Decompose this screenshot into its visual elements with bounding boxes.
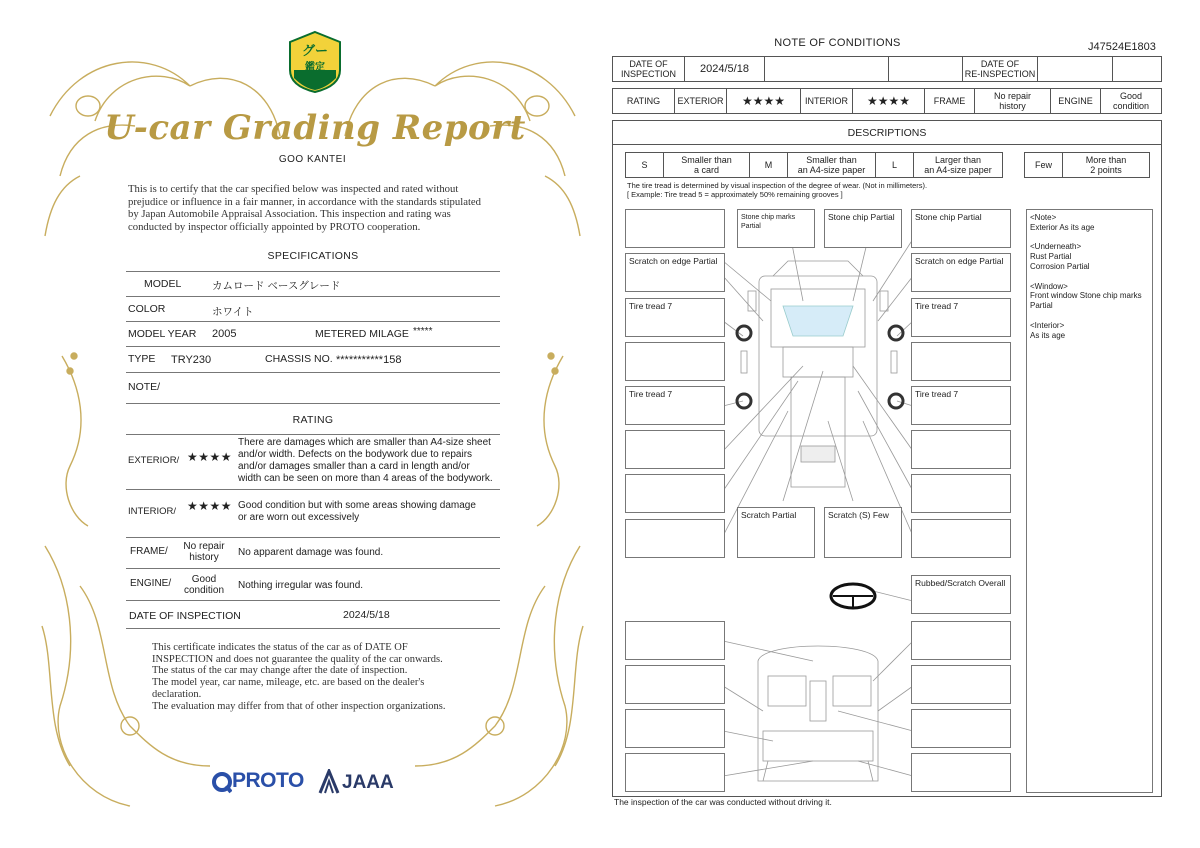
exterior-description [238,437,503,485]
value-line: history [999,101,1026,111]
exterior-label: EXTERIOR/ [128,455,180,466]
part-box [625,665,725,704]
note-line: Partial [1030,301,1053,311]
note-line: <Window> [1030,281,1068,291]
document-id: J47524E1803 [1088,41,1156,53]
badge-sub: 鑑定 [305,62,325,73]
note-line: <Interior> [1030,320,1065,330]
conditions-footer: The inspection of the car was conducted without driving it. [614,797,832,807]
empty-cell [889,57,963,81]
part-box-label: Tire tread 7 [915,301,959,311]
divider [126,296,500,297]
value-line: history [189,552,219,563]
exterior-stars: ★★★★ [187,450,233,464]
certify-statement [128,183,518,234]
certify-line: conducted by inspector officially appointed by PROTO cooperation. [128,221,421,234]
note-line: As its age [1030,330,1066,340]
disclaimer-line: The evaluation may differ from that of other inspection organizations. [152,700,446,712]
part-box-edge-left [625,253,725,292]
part-box [625,621,725,660]
part-box [911,665,1011,704]
engine-value [1101,89,1161,113]
certify-line: by Japan Automobile Appraisal Association. This inspection and rating was [128,208,451,221]
value-line: Good [191,574,217,585]
label-line: DATE OF [629,59,668,69]
model-year-label: MODEL YEAR [128,328,197,340]
type-value: TRY230 [171,354,212,366]
certify-line: This is to certify that the car specified below was inspected and rated without [128,183,459,195]
interior-description [238,500,503,524]
value-line: Good [1119,91,1143,101]
interior-stars: ★★★★ [187,499,233,513]
interior-label: INTERIOR/ [128,506,177,517]
jaaa-logo-text: JAAA [342,772,394,793]
certify-line: prejudice or influence in a fair manner, in accordance with the standards stipulated [128,195,482,208]
empty-cell [1113,57,1161,81]
engine-value [176,574,232,596]
value-line: No repair [993,91,1031,101]
part-box [625,209,725,248]
legend-few: Few [1025,153,1063,177]
disclaimer-line: The status of the car may change after the date of inspection. [152,665,408,677]
part-box-label: Stone chip Partial [828,212,895,222]
part-box-label: Tire tread 7 [629,389,673,399]
rating-label: RATING [613,89,675,113]
divider [126,600,500,601]
part-box-tire-fl [625,298,725,337]
jaaa-logo-icon [318,769,340,795]
desc-line: and/or width. Defects on the bodywork due to repairs [238,449,473,460]
part-box [625,753,725,792]
condition-notes [1026,209,1153,793]
note-line: Rust Partial [1030,252,1072,262]
note-spacer [1030,311,1149,321]
date-of-inspection-label [613,57,685,81]
tread-note-line: [ Example: Tire tread 5 = approximately 50% remaining grooves ] [627,190,843,199]
disclaimer-line: This certificate indicates the status of the car as of DATE OF [152,642,408,653]
part-box-scratch-partial [737,507,815,558]
note-label: NOTE/ [128,381,161,393]
model-value: カムロード ベースグレード [212,280,341,292]
specifications-heading: SPECIFICATIONS [267,250,359,262]
descriptions-panel [612,120,1162,797]
divider [126,434,500,435]
part-box [911,709,1011,748]
divider [126,489,500,490]
part-box-tire-rl [625,386,725,425]
part-box-label: Scratch on edge Partial [915,256,1004,266]
exterior-label: EXTERIOR [675,89,727,113]
desc-line: width can be seen on more than 4 areas of the bodywork. [238,473,493,484]
report-subtitle: GOO KANTEI [278,154,347,165]
part-box [911,474,1011,513]
desc-line: or are worn out excessively [238,512,360,523]
inspection-date-row [612,56,1162,82]
label-line: RE-INSPECTION [964,69,1036,79]
engine-label: ENGINE/ [130,578,172,589]
part-box-scratch-few [824,507,902,558]
part-box-top-mid [824,209,902,248]
part-box-edge-right [911,253,1011,292]
chassis-value: ***********158 [336,354,402,366]
frame-label: FRAME/ [130,546,168,557]
desc-line: Good condition but with some areas showing damage [238,500,476,511]
desc-line: and/or damages smaller than a card in length and/or [238,461,470,472]
color-label: COLOR [128,303,166,315]
note-line: Exterior As its age [1030,222,1095,232]
label-line: DATE OF [980,59,1020,69]
note-line: Front window Stone chip marks [1030,291,1142,301]
part-box [911,430,1011,469]
note-of-conditions [610,30,1170,820]
part-box [911,519,1011,558]
model-label: MODEL [144,278,182,290]
label-line: INSPECTION [620,69,676,79]
part-box [911,342,1011,381]
proto-logo-icon [212,772,232,794]
exterior-stars: ★★★★ [727,89,801,113]
part-box-tire-rr [911,386,1011,425]
divider [126,346,500,347]
color-value: ホワイト [212,306,254,318]
report-title: U-car Grading Report [104,108,526,148]
note-line: <Note> [1030,213,1057,222]
divider [126,321,500,322]
part-box-rubbed [911,575,1011,614]
value-line: condition [1112,101,1150,111]
desc-line: There are damages which are smaller than A4-size sheet [238,437,491,448]
part-box [911,753,1011,792]
empty-cell [765,57,889,81]
divider [126,537,500,538]
frame-description: No apparent damage was found. [238,547,384,558]
legend-line: an A4-size paper [797,165,866,175]
value-line: condition [183,585,225,596]
grading-certificate [40,26,585,826]
part-box-label: Rubbed/Scratch Overall [915,578,1006,588]
disclaimer-line: INSPECTION and does not guarantee the quality of the car onwards. [152,653,443,665]
conditions-title: NOTE OF CONDITIONS [774,37,901,49]
legend-l: L [876,153,914,177]
part-box-label: Stone chip Partial [915,212,982,222]
part-box-label: Stone chip marks Partial [741,214,796,230]
divider [126,628,500,629]
note-line: <Underneath> [1030,242,1082,252]
re-inspection-label [963,57,1038,81]
part-box [625,430,725,469]
mileage-value: ***** [413,326,433,337]
frame-value [975,89,1051,113]
legend-line: Smaller than [806,155,857,165]
interior-label: INTERIOR [801,89,853,113]
part-box-top-center [737,209,815,248]
legend-line: Larger than [934,155,982,165]
part-box-label: Tire tread 7 [915,389,959,399]
legend-line: a card [693,165,719,175]
part-box-tire-fr [911,298,1011,337]
part-box-label: Scratch (S) Few [828,510,889,520]
part-box-label: Tire tread 7 [629,301,673,311]
proto-logo-text: PROTO [232,769,304,792]
part-box [911,621,1011,660]
interior-stars: ★★★★ [853,89,925,113]
note-line: Corrosion Partial [1030,261,1090,271]
divider [126,372,500,373]
mileage-label: METERED MILAGE [315,328,409,340]
part-box [625,519,725,558]
legend-m: M [750,153,788,177]
value-line: No repair [183,541,225,552]
certificate-disclaimer [152,642,492,712]
frame-value [176,541,232,563]
legend-line: an A4-size paper [924,165,992,175]
part-box-top-right [911,209,1011,248]
disclaimer-line: declaration. [152,688,202,700]
disclaimer-line: The model year, car name, mileage, etc. are based on the dealer's [152,677,425,689]
chassis-label: CHASSIS NO. [265,353,333,365]
re-inspection-value [1038,57,1113,81]
frame-label: FRAME [925,89,975,113]
part-box [625,342,725,381]
divider [126,403,500,404]
engine-label: ENGINE [1051,89,1101,113]
note-spacer [1030,272,1149,282]
legend-line: 2 points [1090,165,1122,175]
descriptions-heading: DESCRIPTIONS [613,121,1161,145]
date-of-inspection-value: 2024/5/18 [685,57,765,81]
badge-mark: グー [302,44,329,59]
part-box-label: Scratch on edge Partial [629,256,718,266]
legend-s: S [626,153,664,177]
divider [126,271,500,272]
rating-row [612,88,1162,114]
legend-line: More than [1085,155,1127,165]
note-spacer [1030,233,1149,243]
type-label: TYPE [128,353,156,365]
date-of-inspection-label: DATE OF INSPECTION [129,610,241,622]
tread-note-line: The tire tread is determined by visual inspection of the degree of wear. (Not in millimeters). [627,181,928,190]
part-box [625,474,725,513]
model-year-value: 2005 [212,328,237,340]
divider [126,568,500,569]
legend-line: Smaller than [681,155,732,165]
engine-description: Nothing irregular was found. [238,580,364,591]
part-box-label: Scratch Partial [741,510,797,520]
part-box [625,709,725,748]
date-of-inspection-value: 2024/5/18 [343,609,390,621]
rating-heading: RATING [292,414,334,426]
